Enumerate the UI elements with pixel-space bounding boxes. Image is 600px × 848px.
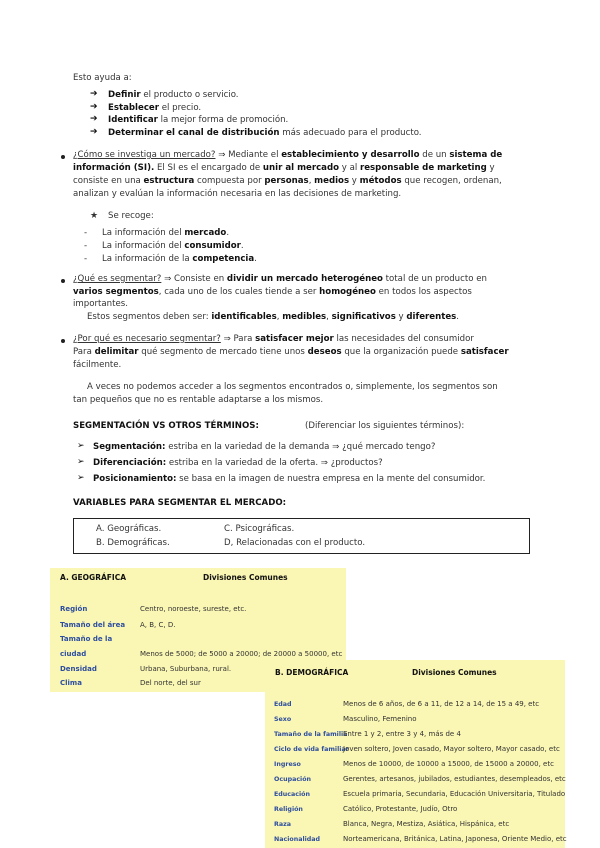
demo-row-label: Raza	[274, 821, 292, 828]
dash-icon: -	[84, 241, 88, 251]
demo-row-label: Edad	[274, 701, 292, 708]
triangle-arrow-icon: ➢	[77, 441, 85, 451]
geo-row-label: Tamaño del área	[60, 621, 126, 629]
var-b: B. Demográficas.	[96, 538, 170, 548]
demo-row-value: Joven soltero, Joven casado, Mayor soltero, Mayor casado, etc	[343, 745, 560, 753]
arrow-bullet-icon: ➔	[90, 102, 98, 112]
q2-line-3: importantes.	[73, 299, 128, 309]
list-item: Segmentación: estriba en la variedad de la demanda ⇒ ¿qué mercado tengo?	[93, 442, 436, 452]
demo-title: B. DEMOGRÁFICA	[275, 668, 349, 677]
q1-line-4: analizan y evalúan la información necesaria en las decisiones de marketing.	[73, 189, 402, 199]
geo-title: A. GEOGRÁFICA	[60, 573, 127, 582]
demo-row-value: Norteamericana, Británica, Latina, Japonesa, Oriente Medio, etc	[343, 835, 567, 843]
demo-row-label: Sexo	[274, 716, 292, 723]
demo-row-value: Masculino, Femenino	[343, 715, 417, 723]
bullet-dot-icon	[61, 279, 65, 283]
q1-link[interactable]: ¿Cómo se investiga un mercado?	[73, 150, 216, 160]
demo-row-label: Ocupación	[274, 776, 312, 783]
para-line-2: tan pequeños que no es rentable adaptarse a los mismos.	[73, 395, 324, 405]
geo-row-label: ciudad	[60, 650, 87, 658]
q3-line-1: ¿Por qué es necesario segmentar? ⇒ Para satisfacer mejor las necesidades del consumidor	[73, 334, 474, 344]
list-item: La información del consumidor.	[102, 241, 244, 251]
arrow-bullet-icon: ➔	[90, 114, 98, 124]
triangle-arrow-icon: ➢	[77, 473, 85, 483]
demo-row-value: Blanca, Negra, Mestiza, Asiática, Hispánica, etc	[343, 820, 510, 828]
list-item: Establecer el precio.	[108, 103, 202, 113]
geo-row-value: Menos de 5000; de 5000 a 20000; de 20000 a 50000, etc	[140, 650, 343, 658]
q1-line-1: ¿Cómo se investiga un mercado? ⇒ Mediante el establecimiento y desarrollo de un sistema de	[73, 150, 503, 160]
q1-line-2: información (SI). El SI es el encargado de unir al mercado y al responsable de marketing y	[73, 163, 495, 173]
vars-box	[73, 518, 530, 554]
q2-line-1: ¿Qué es segmentar? ⇒ Consiste en dividir un mercado heterogéneo total de un producto en	[73, 274, 487, 284]
q3-line-2: Para delimitar qué segmento de mercado tiene unos deseos que la organización puede satisfacer	[73, 347, 509, 357]
list-item: Diferenciación: estriba en la variedad de la oferta. ⇒ ¿productos?	[93, 458, 383, 468]
list-item: Definir el producto o servicio.	[108, 90, 239, 100]
collects-title: Se recoge:	[108, 211, 154, 221]
geo-row-value: Urbana, Suburbana, rural.	[140, 665, 232, 673]
seg-heading: SEGMENTACIÓN VS OTROS TÉRMINOS:	[73, 421, 259, 431]
bullet-dot-icon	[61, 155, 65, 159]
dash-icon: -	[84, 254, 88, 264]
list-item: La información del mercado.	[102, 228, 230, 238]
geo-row-value: Centro, noroeste, sureste, etc.	[140, 605, 247, 613]
demo-row-label: Ciclo de vida familiar	[274, 746, 349, 753]
demo-row-label: Tamaño de la familia	[274, 731, 348, 738]
demo-table	[265, 660, 565, 848]
geo-row-label: Densidad	[60, 665, 97, 673]
demo-row-value: Menos de 6 años, de 6 a 11, de 12 a 14, de 15 a 49, etc	[343, 700, 540, 708]
q3-line-3: fácilmente.	[73, 360, 122, 370]
list-item: Determinar el canal de distribución más adecuado para el producto.	[108, 128, 422, 138]
arrow-bullet-icon: ➔	[90, 127, 98, 137]
geo-row-value: Del norte, del sur	[140, 679, 201, 687]
geo-col-header: Divisiones Comunes	[203, 573, 288, 582]
geo-row-value: A, B, C, D.	[140, 621, 176, 629]
demo-col-header: Divisiones Comunes	[412, 668, 497, 677]
triangle-arrow-icon: ➢	[77, 457, 85, 467]
vars-heading: VARIABLES PARA SEGMENTAR EL MERCADO:	[73, 498, 287, 508]
q2-link[interactable]: ¿Qué es segmentar?	[73, 274, 162, 284]
geo-row-label: Tamaño de la	[60, 635, 113, 643]
demo-row-label: Religión	[274, 806, 303, 813]
demo-row-label: Educación	[274, 791, 310, 798]
demo-row-value: Menos de 10000, de 10000 a 15000, de 15000 a 20000, etc	[343, 760, 554, 768]
q1-line-3: consiste en una estructura compuesta por personas, medios y métodos que recogen, ordenan,	[73, 176, 502, 186]
arrow-bullet-icon: ➔	[90, 89, 98, 99]
demo-row-value: Entre 1 y 2, entre 3 y 4, más de 4	[343, 730, 461, 738]
para-line-1: A veces no podemos acceder a los segmentos encontrados o, simplemente, los segmentos son	[87, 382, 498, 392]
demo-row-label: Ingreso	[274, 761, 301, 768]
geo-row-label: Clima	[60, 679, 82, 687]
q2-line-2: varios segmentos, cada uno de los cuales tiende a ser homogéneo en todos los aspectos	[73, 287, 472, 297]
demo-row-label: Nacionalidad	[274, 836, 321, 843]
dash-icon: -	[84, 228, 88, 238]
demo-row-value: Gerentes, artesanos, jubilados, estudiantes, desempleados, etc	[343, 775, 566, 783]
seg-note: (Diferenciar los siguientes términos):	[305, 421, 465, 431]
var-d: D, Relacionadas con el producto.	[224, 538, 366, 548]
bullet-dot-icon	[61, 339, 65, 343]
list-item: La información de la competencia.	[102, 254, 257, 264]
geo-row-label: Región	[60, 605, 88, 613]
star-icon: ★	[90, 211, 99, 221]
list-item: Posicionamiento: se basa en la imagen de nuestra empresa en la mente del consumidor.	[93, 474, 486, 484]
intro-text: Esto ayuda a:	[73, 73, 132, 83]
q3-link[interactable]: ¿Por qué es necesario segmentar?	[73, 334, 221, 344]
demo-row-value: Escuela primaria, Secundaria, Educación Universitaria, Titulado	[343, 790, 566, 798]
var-c: C. Psicográficas.	[224, 524, 295, 534]
demo-row-value: Católico, Protestante, Judío, Otro	[343, 805, 458, 813]
q2-line-4: Estos segmentos deben ser: identificables, medibles, significativos y diferentes.	[87, 312, 460, 322]
list-item: Identificar la mejor forma de promoción.	[108, 115, 289, 125]
var-a: A. Geográficas.	[96, 524, 162, 534]
